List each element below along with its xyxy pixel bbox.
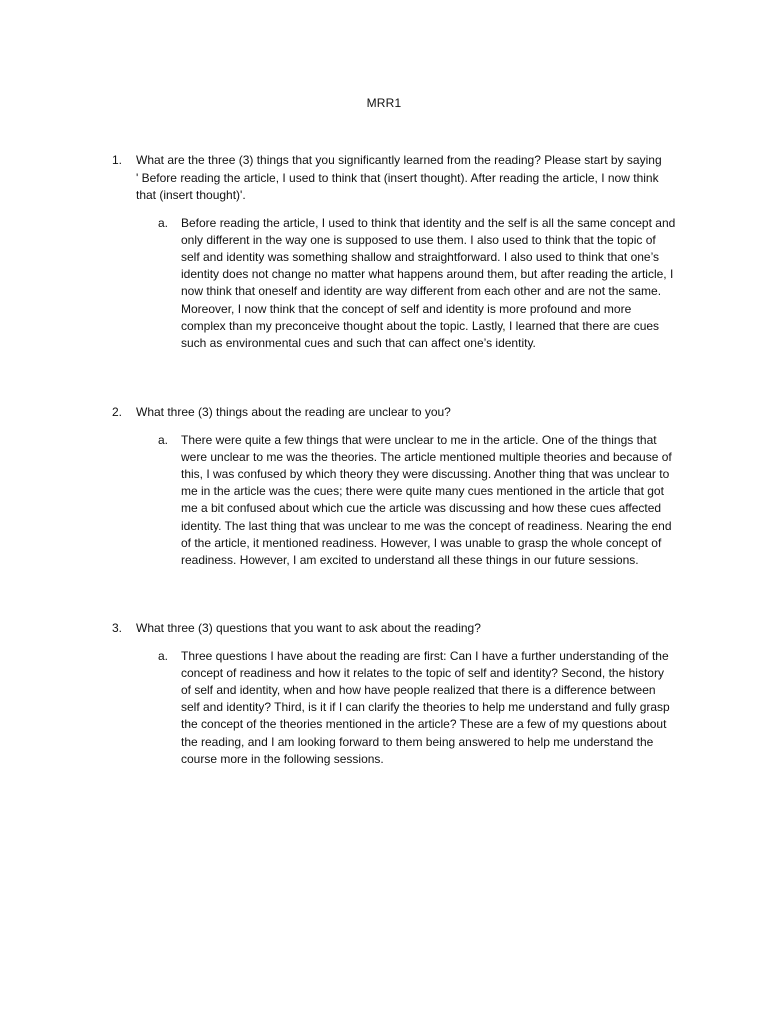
question-block-1 (112, 152, 676, 352)
answer-text: Before reading the article, I used to think that identity and the self is all the same concept and only different in the way one is supposed to use them. I also used to think that the topic of self and identity was something shallow and straightforward. I also used to think that one’s identity does not change no matter what happens around them, but after reading the article, I now think that oneself and identity are way different from each other and are not the same. Moreover, I now think that the concept of self and identity is more profound and more complex than my preconceive thought about the topic. Lastly, I learned that there are cues such as environmental cues and such that can affect one’s identity. (181, 215, 676, 350)
question-2 (112, 404, 664, 422)
answer-text: There were quite a few things that were unclear to me in the article. One of the things that were unclear to me was the theories. The article mentioned multiple theories and because of this, I was confused by which theory they were discussing. Another thing that was unclear to me in the article was the cues; there were quite many cues mentioned in the article that got me a bit confused about which cue the article was discussing and how these cues affected identity. The last thing that was unclear to me was the concept of readiness. Nearing the end of the article, it mentioned readiness. However, I was unable to grasp the whole concept of readiness. However, I am excited to understand all these things in our future sessions. (181, 432, 672, 567)
answer-text: Three questions I have about the reading are first: Can I have a further understanding of the concept of readiness and how it relates to the topic of self and identity? Second, the history of self and identity, when and how have people realized that there is a difference between self and identity? Third, is it if I can clarify the theories to help me understand and fully grasp the concept of the theories mentioned in the article? These are a few of my questions about the reading, and I am looking forward to them being answered to help me understand the course more in the following sessions. (181, 648, 670, 766)
answer-letter: a. (158, 215, 169, 230)
answer-2 (112, 432, 672, 570)
question-text: What three (3) things about the reading are unclear to you? (136, 405, 451, 419)
question-text: What three (3) questions that you want to ask about the reading? (136, 621, 481, 635)
document-title: MRR1 (366, 96, 402, 110)
answer-letter: a. (158, 432, 169, 447)
question-number: 1. (112, 153, 123, 167)
answer-1 (112, 215, 676, 353)
question-number: 2. (112, 405, 123, 419)
answer-letter: a. (158, 648, 169, 663)
question-block-3 (112, 620, 670, 768)
question-number: 3. (112, 621, 123, 635)
question-1 (112, 152, 664, 205)
answer-3 (112, 648, 670, 768)
question-block-2 (112, 404, 672, 569)
question-3 (112, 620, 664, 638)
question-text: What are the three (3) things that you significantly learned from the reading? Please start by saying ' Before reading the article, I used to think that (insert thought). After reading the article, I now think that (insert thought)'. (136, 153, 662, 202)
